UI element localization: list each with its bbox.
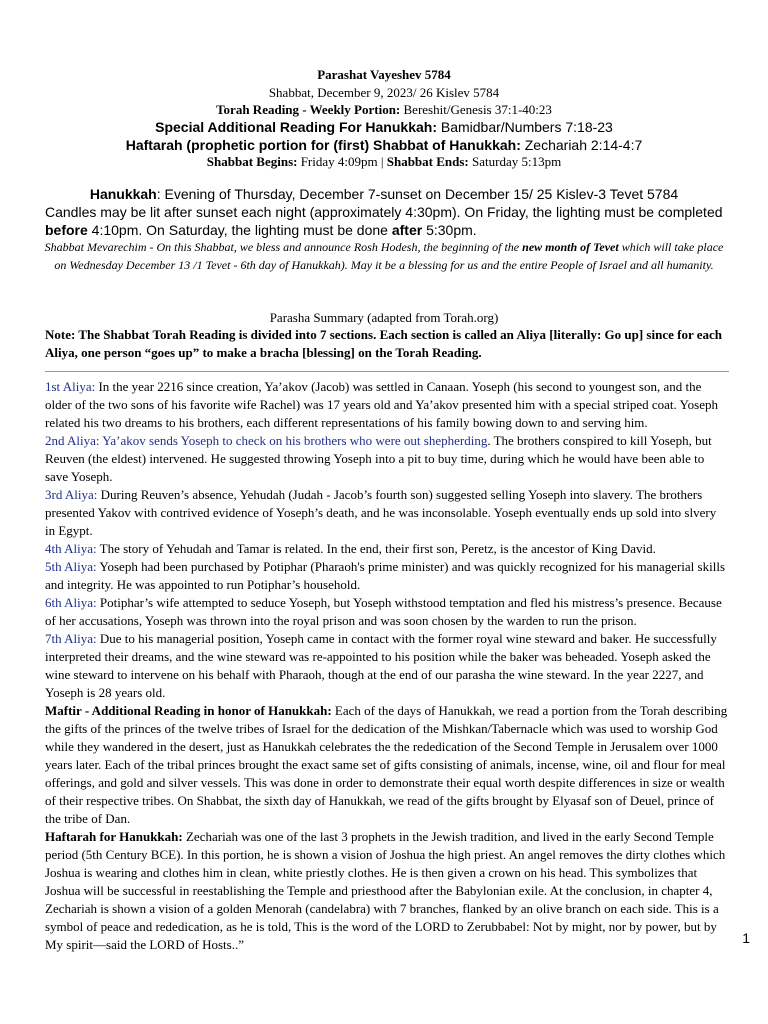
shabbat-begins-label: Shabbat Begins: xyxy=(206,154,298,169)
summary-title: Parasha Summary (adapted from Torah.org) xyxy=(269,310,499,325)
special-reading-label: Special Additional Reading For Hanukkah: xyxy=(155,119,437,135)
aliya-label: 7th Aliya: xyxy=(45,631,97,646)
aliya-text: The story of Yehudah and Tamar is related. In the end, their first son, Peretz, is the ancestor of King David. xyxy=(96,541,656,556)
maftir-paragraph xyxy=(45,702,729,828)
aliya-item xyxy=(45,432,729,486)
maftir-label: Maftir - Additional Reading in honor of Hanukkah: xyxy=(45,703,332,718)
shabbat-ends-label: Shabbat Ends: xyxy=(386,154,469,169)
aliya-text: . The brothers conspired to kill Yoseph, but Reuven (the eldest) intervened. He suggested throwing Yoseph into a pit to buy time, during which he would have been able to save Yoseph. xyxy=(45,433,712,484)
special-reading-value: Bamidbar/Numbers 7:18-23 xyxy=(436,119,613,135)
aliya-label: 5th Aliya: xyxy=(45,559,97,574)
date-line: Shabbat, December 9, 2023/ 26 Kislev 5784 xyxy=(268,85,500,100)
haftarah-section-label: Haftarah for Hanukkah: xyxy=(45,829,183,844)
after-word: after xyxy=(391,222,423,238)
aliya-label: 6th Aliya: xyxy=(45,595,97,610)
aliya-item xyxy=(45,378,729,432)
shabbat-times-line xyxy=(40,153,728,171)
aliya-text: Due to his managerial position, Yoseph came in contact with the former royal wine steward and baker. He successfully interpreted their dreams, and the wine steward was re-appointed to his position while the baker was beheaded. Yoseph asked the wine steward to intervene on his behalf with Pharaoh, though at the end of our parasha the wine steward. In the year 2227, and Yoseph is 28 years old. xyxy=(45,631,717,700)
torah-reading-label: Torah Reading - Weekly Portion: xyxy=(216,102,401,117)
aliya-label: 3rd Aliya: xyxy=(45,487,98,502)
aliya-item xyxy=(45,540,729,558)
torah-reading-line xyxy=(40,101,728,119)
aliya-text: In the year 2216 since creation, Ya’akov (Jacob) was settled in Canaan. Yoseph (his second to youngest son, and the older of the two sons of his favorite wife Rachel) was 17 years old and Ya’akov presented him with a special striped coat. Yoseph related his two dreams to his brothers, each different representations of his family bowing down to and serving him. xyxy=(45,379,718,430)
mevarechim-text-1: Shabbat Mevarechim - On this Shabbat, we bless and announce Rosh Hodesh, the beginning of the xyxy=(44,240,523,254)
special-reading-line xyxy=(40,118,728,136)
aliya-label: 4th Aliya: xyxy=(45,541,97,556)
aliya-label: 1st Aliya: xyxy=(45,379,96,394)
before-word: before xyxy=(45,222,88,238)
hanukkah-dates-line xyxy=(40,185,728,203)
aliyot-list xyxy=(45,378,729,954)
haftarah-section-text: Zechariah was one of the last 3 prophets in the Jewish tradition, and lived in the early Second Temple period (5th Century BCE). In this portion, he is shown a vision of Joshua the high priest. An angel removes the dirty clothes which Joshua is wearing and clothes him in clean, white priestly clothes. He is then given a crown on his head. This symbolizes that Joshua will be successful in reestablishing the Temple and priesthood after the Babylonian exile. At the conclusion, in chapter 4, Zechariah is shown a vision of a golden Menorah (candelabra) with 7 branches, flanked by an olive branch on each side. This is a symbol of peace and rededication, as he is told, This is the word of the LORD to Zerubbabel: Not by might, nor by power, but by My spirit—said the LORD of Hosts..” xyxy=(45,829,726,952)
mevarechim-paragraph xyxy=(42,238,726,274)
mevarechim-month: new month of Tevet xyxy=(522,240,619,254)
hanukkah-dates: : Evening of Thursday, December 7-sunset on December 15/ 25 Kislev-3 Tevet 5784 xyxy=(156,186,679,202)
aliya-text: Yoseph had been purchased by Potiphar (Pharaoh's prime minister) and was quickly recognized for his managerial skills and integrity. He was appointed to run Potiphar’s household. xyxy=(45,559,726,592)
aliya-text: During Reuven’s absence, Yehudah (Judah - Jacob’s fourth son) suggested selling Yoseph into slavery. The brothers presented Yakov with contrived evidence of Yoseph’s death, and he was inconsolable. Yoseph eventually ends up sold into slvery in Egypt. xyxy=(45,487,717,538)
page-title: Parashat Vayeshev 5784 xyxy=(317,67,451,82)
candle-lighting-text xyxy=(45,203,745,239)
hanukkah-label: Hanukkah xyxy=(89,186,157,202)
haftarah-label: Haftarah (prophetic portion for (first) Shabbat of Hanukkah: xyxy=(125,137,521,153)
aliya-label: 2nd Aliya: xyxy=(45,433,100,448)
mevarechim-text-2: which will take place on Wednesday December 13 /1 Tevet - 6th day of Hanukkah). May it be a blessing for us and the entire People of Israel and all humanity. xyxy=(54,240,724,272)
haftarah-paragraph xyxy=(45,828,729,954)
aliya-text: Potiphar’s wife attempted to seduce Yoseph, but Yoseph withstood temptation and fled his mistress’s presence. Because of her accusations, Yoseph was thrown into the royal prison and was soon chosen by the warden to run the prison. xyxy=(45,595,722,628)
candle-lighting-line: Candles may be lit after sunset each night (approximately 4:30pm). On Friday, the lighting must be completed xyxy=(45,204,723,220)
haftarah-line xyxy=(40,136,728,154)
shabbat-ends-value: Saturday 5:13pm xyxy=(468,154,562,169)
shabbat-begins-value: Friday 4:09pm | xyxy=(297,154,387,169)
aliya-item xyxy=(45,630,729,702)
aliya-item xyxy=(45,594,729,630)
haftarah-value: Zechariah 2:14-4:7 xyxy=(520,137,643,153)
aliya-item xyxy=(45,558,729,594)
summary-note: Note: The Shabbat Torah Reading is divided into 7 sections. Each section is called an Aliya [literally: Go up] since for each Aliya, one person “goes up” to make a bracha [blessing] on the Torah Reading. xyxy=(45,327,723,360)
saturday-time: 5:30pm. xyxy=(422,222,477,238)
aliya-highlight-text: Ya’akov sends Yoseph to check on his brothers who were out shepherding xyxy=(99,433,488,448)
torah-reading-value: Bereshit/Genesis 37:1-40:23 xyxy=(400,102,552,117)
aliya-item xyxy=(45,486,729,540)
friday-time: 4:10pm. On Saturday, the lighting must be done xyxy=(87,222,392,238)
page-number: 1 xyxy=(742,930,750,946)
section-divider xyxy=(45,371,729,372)
maftir-text: Each of the days of Hanukkah, we read a portion from the Torah describing the gifts of the princes of the twelve tribes of Israel for the dedication of the Mishkan/Tabernacle which was used to worship God while they wandered in the desert, just as Hanukkah celebrates the the rededication of the Second Temple in Jerusalem over 1000 years later. Each of the tribal princes brought the exact same set of gifts consisting of animals, incense, wine, oil and flour for meal offerings, and gold and silver vessels. This was done in order to demonstrate their equal worth despite differences in size or wealth of their respective tribes. On Shabbat, the sixth day of Hanukkah, we read of the gifts brought by Elyasaf son of Deuel, prince of the tribe of Dan. xyxy=(45,703,728,826)
